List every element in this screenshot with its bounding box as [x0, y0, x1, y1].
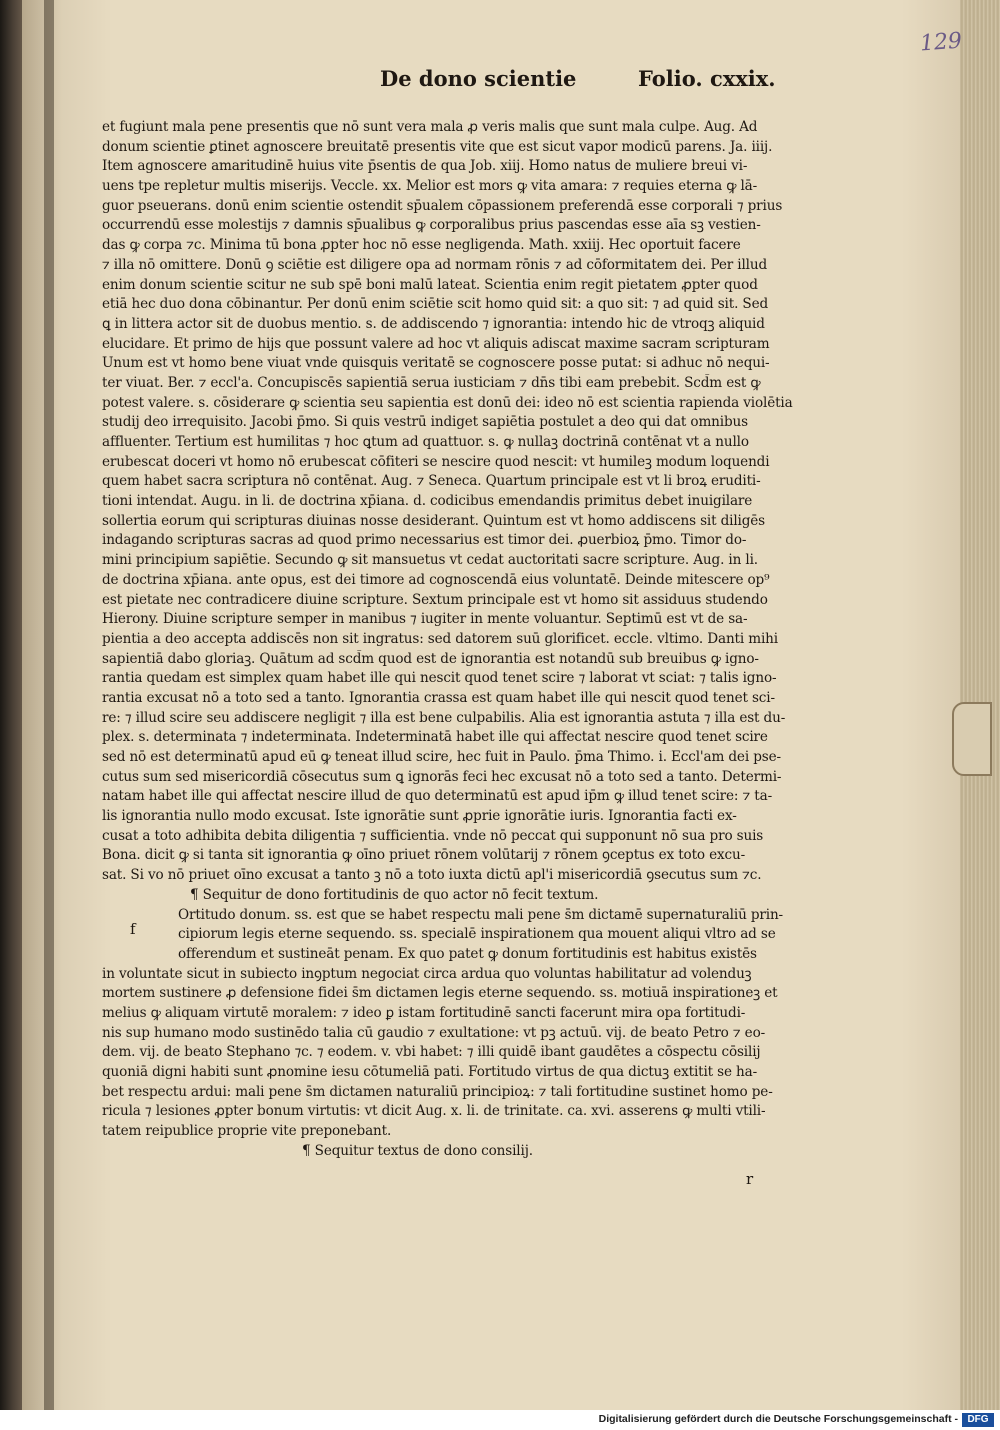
text-line: guor pseuerans. donū enim scientie ostendit sp̄ualem cōpassionem preferendā esse corporali ⁊ prius — [102, 197, 783, 214]
text-line: plex. s. determinata ⁊ indeterminata. Indeterminatā habet ille qui affectat nescire quod tenet scire — [102, 729, 768, 746]
text-line: sat. Si vo nō priuet oīno excusat a tanto ꝫ nō a toto iuxta dictū apl'i misericordiā ꝯsecutus sum ⁊c. — [102, 867, 762, 884]
text-line: potest valere. s. cōsiderare ꝙ scientia seu sapientia est donū dei: ideo nō est scientia rapienda violētia — [102, 394, 793, 411]
text-line: offerendum et sustineāt penam. Ex quo patet ꝙ donum fortitudinis est habitus existēs — [178, 945, 757, 962]
text-line: Hierony. Diuine scripture semper in manibus ⁊ iugiter in mente voluantur. Septimū est vt de sa- — [102, 611, 748, 628]
text-line: cipiorum legis eterne sequendo. ss. specialē inspirationem qua mouent aliqui vltro ad se — [178, 926, 776, 943]
text-line: Ortitudo donum. ss. est que se habet respectu mali pene s̄m dictamē supernaturaliū prin- — [178, 906, 784, 923]
text-line: quem habet sacra scriptura nō contēnat. Aug. ⁊ Seneca. Quartum principale est vt li broꝝ eruditi- — [102, 473, 761, 490]
text-line: sed nō est determinatū apud eū ꝙ teneat illud scire, hec fuit in Paulo. p̄ma Thimo. i. Eccl'am dei pse- — [102, 749, 781, 765]
book-clasp — [952, 702, 992, 776]
funding-note: Digitalisierung gefördert durch die Deutsche Forschungsgemeinschaft - — [598, 1413, 958, 1425]
previous-page-edge — [0, 0, 24, 1410]
text-line: lis ignorantia nullo modo excusat. Iste ignorātie sunt ꝓprie ignorātie iuris. Ignorantia facti ex- — [102, 808, 737, 825]
text-line: studij deo irrequisito. Jacobi p̄mo. Si quis vestrū indiget sapiētia postulet a deo qui dat omnibus — [102, 414, 748, 431]
text-line: pientia a deo accepta addiscēs non sit ingratus: sed datorem suū glorificet. eccle. vltimo. Danti mihi — [102, 630, 778, 647]
text-line: Bona. dicit ꝙ si tanta sit ignorantia ꝙ oīno priuet rōnem volūtarij ⁊ rōnem ꝯceptus ex toto excu- — [102, 847, 746, 864]
text-line: quoniā digni habiti sunt ꝓnomine iesu cōtumeliā pati. Fortitudo virtus de qua dictuꝫ extitit se ha- — [102, 1064, 758, 1080]
text-line: ꝗ in littera actor sit de duobus mentio. s. de addiscendo ⁊ ignorantia: intendo hic de vtroqꝫ aliquid — [102, 315, 765, 332]
text-line: ¶ Sequitur de dono fortitudinis de quo actor nō fecit textum. — [190, 886, 599, 903]
text-line: natam habet ille qui affectat nescire illud de quo determinatū est apud ip̄m ꝙ illud tenet scire: ⁊ ta- — [102, 788, 773, 805]
text-line: das ꝙ corpa ⁊c. Minima tū bona ꝓpter hoc nō esse negligenda. Math. xxiij. Hec oportuit facere — [102, 237, 741, 254]
text-line: occurrendū esse molestijs ⁊ damnis sp̄ualibus ꝙ corporalibus prius pascendas esse aīa sꝫ vestien- — [102, 217, 761, 234]
text-line: indagando scripturas sacras ad quod primo necessarius est timor dei. ꝓuerbioꝝ p̄mo. Timor do- — [102, 532, 747, 549]
text-line: re: ⁊ illud scire seu addiscere negligit ⁊ illa est bene culpabilis. Alia est ignorantia astuta ⁊ illa est du- — [102, 709, 786, 726]
footer-bar — [0, 1410, 1000, 1430]
text-line: enim donum scientie scitur ne sub spē boni malū lateat. Scientia enim regit pietatem ꝓpter quod — [102, 276, 758, 293]
text-line: bet respectu ardui: mali pene s̄m dictamen naturaliū principioꝝ: ⁊ tali fortitudine sustinet homo pe- — [102, 1083, 773, 1100]
text-line: sollertia eorum qui scripturas diuinas nosse desiderant. Quintum est vt homo addiscens sit diligēs — [102, 512, 766, 529]
text-line: cutus sum sed misericordiā cōsecutus sum ꝗ ignorās feci hec excusat nō a toto sed a tanto. Determi- — [102, 768, 782, 785]
text-line: sapientiā dabo gloriaꝫ. Quātum ad scd̄m quod est de ignorantia est notandū sub breuibus ꝙ igno- — [102, 650, 759, 667]
text-line: dem. vij. de beato Stephano ⁊c. ⁊ eodem. v. vbi habet: ⁊ illi quidē ibant gaudētes a cōspectu cōsilij — [102, 1044, 761, 1061]
text-line: nis sup humano modo sustinēdo talia cū gaudio ⁊ exultatione: vt pꝫ actuū. vij. de beato Petro ⁊ eo- — [102, 1024, 766, 1041]
text-line: ter viuat. Ber. ⁊ eccl'a. Concupiscēs sapientiā serua iusticiam ⁊ dn̄s tibi eam prebebit. Scd̄m est ꝙ — [102, 374, 761, 391]
text-line: elucidare. Et primo de hijs que possunt valere ad hoc vt aliquis adiscat maxime sacram scripturam — [102, 335, 770, 352]
text-line: rantia quedam est simplex quam habet ille qui nescit quod tenet scire ⁊ laborat vt sciat: ⁊ talis igno- — [102, 670, 777, 687]
page-gutter-shadow — [44, 0, 54, 1410]
text-line: ⁊ illa nō omittere. Donū ꝯ sciētie est diligere opa ad normam rōnis ⁊ ad cōformitatem dei. Per illud — [102, 256, 767, 273]
guide-letter: f — [130, 920, 136, 938]
running-title: De dono scientie — [380, 66, 577, 91]
body-text — [102, 118, 802, 1161]
text-line: de doctrina xp̄iana. ante opus, est dei timore ad cognoscendā eius voluntatē. Deinde mitescere op⁹ — [102, 571, 770, 588]
text-line: in voluntate sicut in subiecto inꝯptum negociat circa ardua quo voluntas habilitatur ad volenduꝫ — [102, 965, 752, 982]
text-line: melius ꝙ aliquam virtutē moralem: ⁊ ideo ꝑ istam fortitudinē sancti facerunt mira opa fortitudi- — [102, 1004, 746, 1021]
text-line: et fugiunt mala pene presentis que nō sunt vera mala ꝓ veris malis que sunt mala culpe. Aug. Ad — [102, 119, 758, 135]
text-line: est pietate nec contradicere diuine scripture. Sextum principale est vt homo sit assiduus studendo — [102, 591, 768, 608]
text-line: cusat a toto adhibita debita diligentia ⁊ sufficientia. vnde nō peccat qui supponunt nō sua pro suis — [102, 827, 764, 844]
text-line: Item agnoscere amaritudinē huius vite p̄sentis de qua Job. xiij. Homo natus de muliere breui vi- — [102, 158, 748, 175]
text-line: mortem sustinere ꝓ defensione fidei s̄m dictamen legis eterne sequendo. ss. motiuā inspirationeꝫ et — [102, 985, 778, 1002]
dfg-logo: DFG — [962, 1413, 994, 1427]
text-line: etiā hec duo dona cōbinantur. Per donū enim sciētie scit homo quid sit: a quo sit: ⁊ ad quid sit. Sed — [102, 296, 769, 313]
text-line: affluenter. Tertium est humilitas ⁊ hoc ꝗtum ad quattuor. s. ꝙ nullaꝫ doctrinā contēnat vt a nullo — [102, 434, 749, 450]
text-line: rantia excusat nō a toto sed a tanto. Ignorantia crassa est quam habet ille qui nescit quod tenet sci- — [102, 689, 775, 706]
text-line: ¶ Sequitur textus de dono consilij. — [302, 1142, 533, 1159]
text-line: tatem reipublice proprie vite preponebant. — [102, 1123, 392, 1140]
text-line: Unum est vt homo bene viuat vnde quisquis veritatē se cognoscere posse putat: si adhuc nō nequi- — [102, 355, 770, 372]
end-mark: r — [746, 1170, 754, 1188]
handwritten-folio-number: 129 — [919, 28, 963, 57]
text-line: ricula ⁊ lesiones ꝓpter bonum virtutis: vt dicit Aug. x. li. de trinitate. ca. xvi. asserens ꝙ multi vtili- — [102, 1103, 766, 1120]
page-header — [380, 66, 800, 102]
text-line: uens tpe repletur multis miserijs. Veccle. xx. Melior est mors ꝙ vita amara: ⁊ requies eterna ꝙ lā- — [102, 178, 758, 195]
text-line: tioni intendat. Augu. in li. de doctrina xp̄iana. d. codicibus emendandis primitus debet inuigilare — [102, 493, 753, 510]
text-line: mini principium sapiētie. Secundo ꝙ sit mansuetus vt cedat auctoritati sacre scripture. Aug. in li. — [102, 552, 758, 569]
text-line: donum scientie ꝑtinet agnoscere breuitatē presentis vite que est sicut vapor modicū parens. Ja. iiij. — [102, 138, 773, 155]
folio-label: Folio. cxxix. — [638, 66, 776, 91]
text-line: erubescat doceri vt homo nō erubescat cōfiteri se nescire quod nescit: vt humileꝫ modum loquendi — [102, 453, 770, 470]
